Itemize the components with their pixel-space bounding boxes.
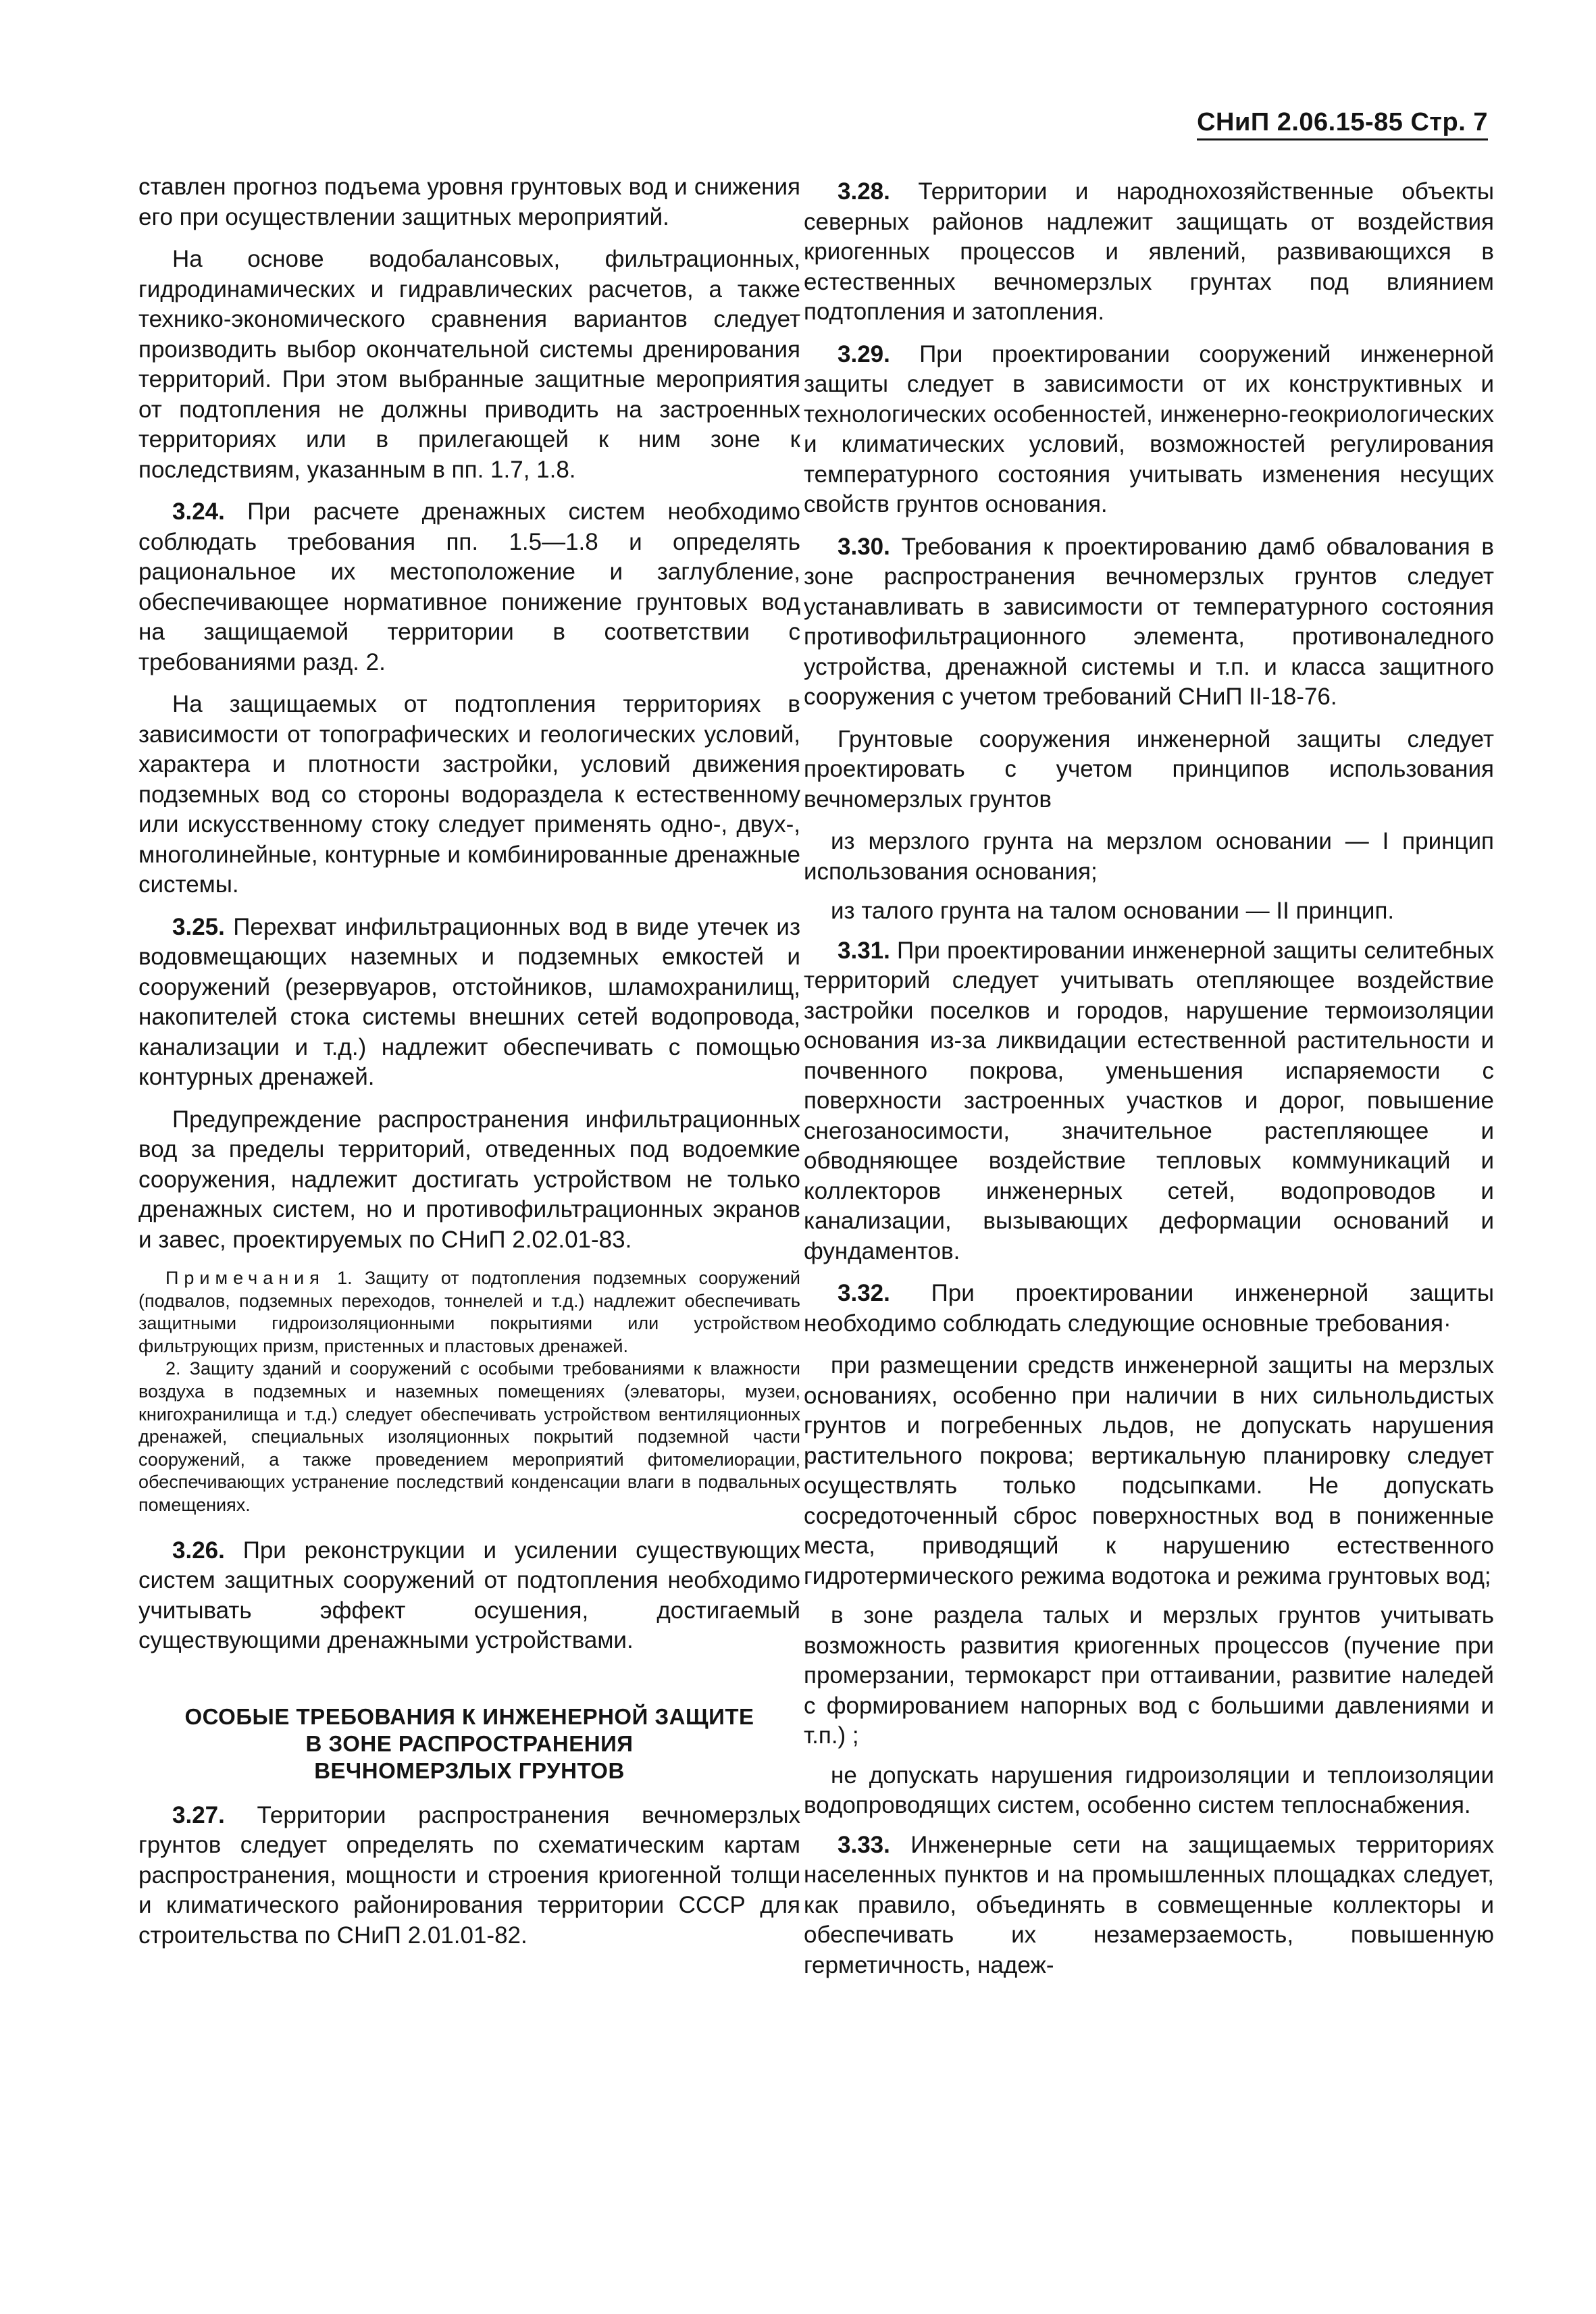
note-text: 1. Защиту от подтопления подземных сооружений (подвалов, подземных переходов, тоннелей и т.д.) надлежит обеспечивать защитными гидроизоляционными покрытиями или устройством фильтрующих призм, пристенных и пластовых дренажей. xyxy=(138,1268,800,1356)
clause-3-29 xyxy=(804,340,1494,520)
clause-text: Инженерные сети на защищаемых территориях населенных пунктов и на промышленных площадках следует, как правило, объединять в совмещенные коллекторы и обеспечивать их незамерзаемость, повышенную герметичность, надеж- xyxy=(804,1831,1494,1978)
list-item: при размещении средств инженерной защиты на мерзлых основаниях, особенно при наличии в них сильнольдистых грунтов и погребенных льдов, не допускать нарушения растительного покрова; вертикальную планировку следует осуществлять только подсыпками. Не допускать сосредоточенный сброс поверхностных вод в пониженные места, приводящий к нарушению естественного гидротермического режима водотока и режима грунтовых вод; xyxy=(804,1352,1494,1589)
clause-3-25 xyxy=(138,912,800,1093)
left-column xyxy=(138,172,800,1963)
clause-3-30 xyxy=(804,532,1494,713)
clause-number: 3.31. xyxy=(838,937,890,964)
paragraph: Предупреждение распространения инфильтрационных вод за пределы территорий, отведенных под водоемкие сооружения, надлежит достигать устройством не только дренажных систем, но и противофильтрационных экранов и завес, проектируемых по СНиП 2.02.01-83. xyxy=(138,1106,800,1253)
clause-3-26 xyxy=(138,1536,800,1656)
clause-text: Территории распространения вечномерзлых грунтов следует определять по схематическим картам распространения, мощности и строения криогенной толщи и климатического районирования территории СССР для строительства по СНиП 2.01.01-82. xyxy=(138,1801,801,1949)
clause-number: 3.30. xyxy=(838,533,890,560)
note-1 xyxy=(138,1267,800,1358)
paragraph: ставлен прогноз подъема уровня грунтовых вод и снижения его при осуществлении защитных мероприятий. xyxy=(138,174,800,230)
right-column xyxy=(804,177,1494,1992)
section-heading-line: В ЗОНЕ РАСПРОСТРАНЕНИЯ xyxy=(305,1730,634,1756)
clause-text: При проектировании сооружений инженерной защиты следует в зависимости от их конструктивных и технологических особенностей, инженерно-геокриологических и климатических условий, возможностей регулирования температурного состояния учитывать изменения несущих свойств грунтов основания. xyxy=(804,340,1494,517)
paragraph: На защищаемых от подтопления территориях в зависимости от топографических и геологических условий, характера и плотности застройки, условий движения подземных вод со стороны водораздела к естественному или искусственному стоку следует применять одно-, двух-, многолинейные, контурные и комбинированные дренажные системы. xyxy=(138,691,800,898)
list-item: из мерзлого грунта на мерзлом основании — I принцип использования основания; xyxy=(804,828,1494,885)
clause-number: 3.26. xyxy=(172,1537,225,1564)
clause-number: 3.27. xyxy=(172,1801,225,1828)
clause-number: 3.28. xyxy=(838,178,890,205)
clause-3-27 xyxy=(138,1801,800,1951)
clause-number: 3.32. xyxy=(838,1280,890,1306)
clause-text: Территории и народнохозяйственные объекты северных районов надлежит защищать от воздействия криогенных процессов и явлений, развивающихся в естественных вечномерзлых грунтах под влиянием подтопления и затопления. xyxy=(804,178,1494,325)
clause-number: 3.33. xyxy=(838,1831,890,1858)
section-heading-line: ОСОБЫЕ ТРЕБОВАНИЯ К ИНЖЕНЕРНОЙ ЗАЩИТЕ xyxy=(184,1703,754,1729)
clause-3-33 xyxy=(804,1830,1494,1981)
list-item: в зоне раздела талых и мерзлых грунтов учитывать возможность развития криогенных процессов (пучение при промерзании, термокарст при оттаивании, развитие наледей с формированием напорных вод с большими давлениями и т.п.) ; xyxy=(804,1602,1494,1749)
running-header: СНиП 2.06.15-85 Стр. 7 xyxy=(1197,108,1488,140)
clause-text: При расчете дренажных систем необходимо соблюдать требования пп. 1.5—1.8 и определять рациональное их местоположение и заглубление, обеспечивающее нормативное понижение грунтовых вод на защищаемой территории в соответствии с требованиями разд. 2. xyxy=(138,498,800,675)
clause-text: Требования к проектированию дамб обвалования в зоне распространения вечномерзлых грунтов следует устанавливать в зависимости от температурного состояния противофильтрационного элемента, противоналедного устройства, дренажной системы и т.п. и класса защитного сооружения с учетом требований СНиП II-18-76. xyxy=(804,533,1494,710)
clause-text: При проектировании инженерной защиты селитебных территорий следует учитывать отепляющее воздействие застройки поселков и городов, нарушение термоизоляции основания из-за ликвидации естественной растительности и почвенного покрова, уменьшения испаряемости с поверхности застроенных участков и дорог, повышение снегозаносимости, значительное растепляющее и обводняющее воздействие тепловых коммуникаций и коллекторов инженерных сетей, водопроводов и канализации, вызывающих деформации оснований и фундаментов. xyxy=(804,937,1494,1264)
paragraph: Грунтовые сооружения инженерной защиты следует проектировать с учетом принципов использования вечномерзлых грунтов xyxy=(804,725,1494,813)
clause-3-28 xyxy=(804,177,1494,328)
notes-heading: Примечания xyxy=(165,1268,325,1288)
clause-3-31 xyxy=(804,936,1494,1267)
clause-number: 3.25. xyxy=(172,913,225,940)
clause-text: При реконструкции и усилении существующих систем защитных сооружений от подтопления необходимо учитывать эффект осушения, достигаемый существующими дренажными устройствами. xyxy=(138,1537,800,1654)
section-heading xyxy=(138,1703,800,1784)
clause-3-24 xyxy=(138,497,800,677)
note-2: 2. Защиту зданий и сооружений с особыми требованиями к влажности воздуха в подземных и наземных помещениях (элеваторы, музеи, книгохранилища и т.д.) следует обеспечивать устройством вентиляционных дренажей, специальных изоляционных покрытий подземной части сооружений, а также проведением мероприятий фитомелиорации, обеспечивающих устранение последствий конденсации влаги в подвальных помещениях. xyxy=(138,1358,800,1515)
clause-3-32 xyxy=(804,1279,1494,1339)
clause-text: При проектировании инженерной защиты необходимо соблюдать следующие основные требования· xyxy=(804,1280,1494,1337)
section-heading-line: ВЕЧНОМЕРЗЛЫХ ГРУНТОВ xyxy=(314,1757,625,1783)
list-item: из талого грунта на талом основании — II принцип. xyxy=(831,898,1395,924)
notes-block xyxy=(138,1267,800,1517)
list-item: не допускать нарушения гидроизоляции и теплоизоляции водопроводящих систем, особенно систем теплоснабжения. xyxy=(804,1762,1494,1818)
clause-number: 3.24. xyxy=(172,498,225,525)
paragraph: На основе водобалансовых, фильтрационных, гидродинамических и гидравлических расчетов, а также технико-экономического сравнения вариантов следует производить выбор окончательной системы дренирования территорий. При этом выбранные защитные мероприятия от подтопления не должны приводить на застроенных территориях или в прилегающей к ним зоне к последствиям, указанным в пп. 1.7, 1.8. xyxy=(138,246,800,483)
clause-number: 3.29. xyxy=(838,340,890,367)
clause-text: Перехват инфильтрационных вод в виде утечек из водовмещающих наземных и подземных емкостей и сооружений (резервуаров, отстойников, шламохранилищ, накопителей стока системы внешних сетей водопровода, канализации и т.д.) надлежит обеспечивать с помощью контурных дренажей. xyxy=(138,913,800,1090)
